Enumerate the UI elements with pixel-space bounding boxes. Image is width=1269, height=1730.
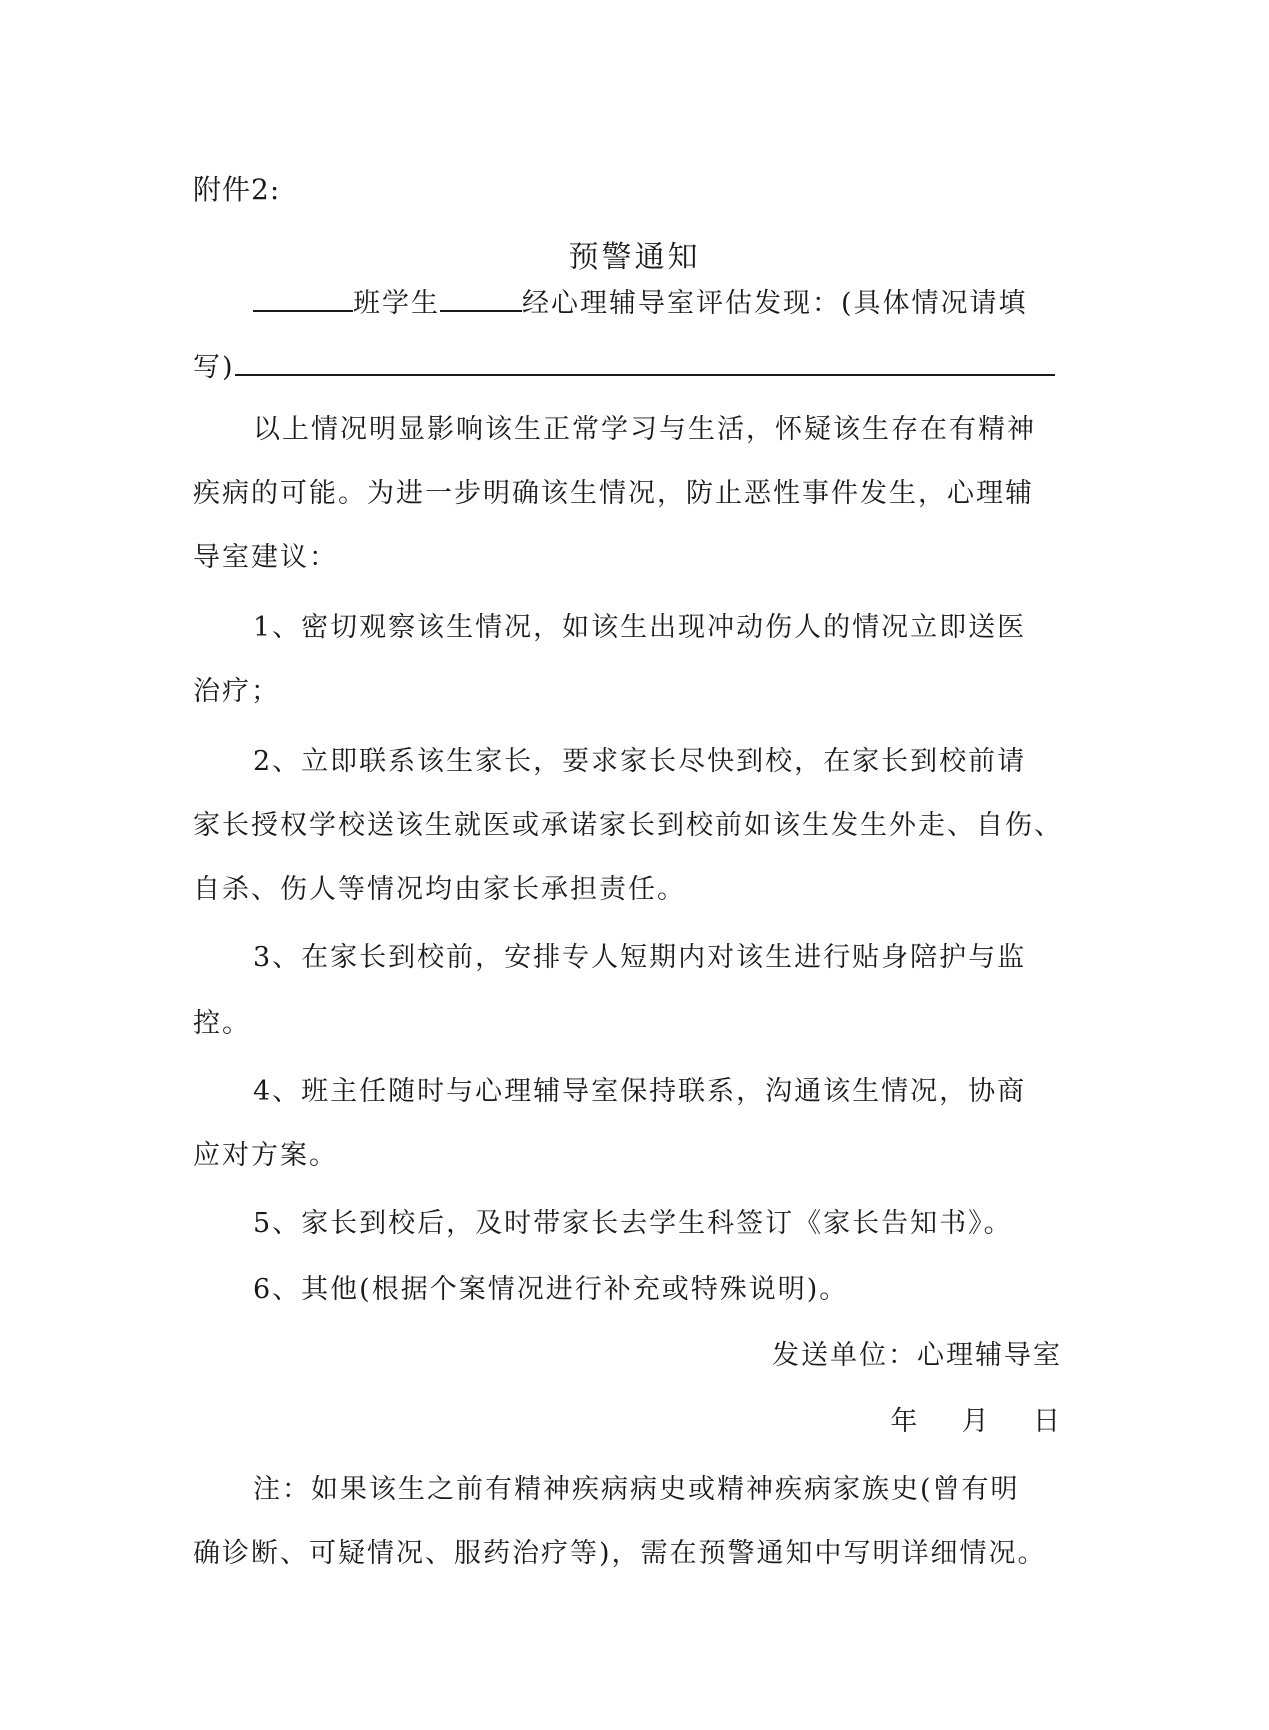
- class-blank[interactable]: [253, 280, 353, 312]
- list-item-1: 1、密切观察该生情况，如该生出现冲动伤人的情况立即送医: [253, 612, 1027, 643]
- list-item-2: 2、立即联系该生家长，要求家长尽快到校，在家长到校前请: [253, 746, 1027, 777]
- list-item-4: 4、班主任随时与心理辅导室保持联系，沟通该生情况，协商: [253, 1076, 1027, 1107]
- list-item-3: 3、在家长到校前，安排专人短期内对该生进行贴身陪护与监: [253, 942, 1027, 973]
- class-suffix: 班学生: [353, 288, 440, 319]
- list-item-2-cont: 家长授权学校送该生就医或承诺家长到校前如该生发生外走、自伤、: [193, 810, 1063, 841]
- document-title: 预警通知: [568, 240, 701, 275]
- paragraph-line: 疾病的可能。为进一步明确该生情况，防止恶性事件发生，心理辅: [193, 478, 1034, 509]
- note-line: 注：如果该生之前有精神疾病病史或精神疾病家族史(曾有明: [253, 1474, 1020, 1505]
- situation-blank[interactable]: [235, 344, 1055, 376]
- list-item-5: 5、家长到校后，及时带家长去学生科签订《家长告知书》。: [253, 1208, 1013, 1239]
- list-item-3-cont: 控。: [193, 1008, 251, 1039]
- attachment-label: 附件2:: [193, 173, 281, 206]
- write-label: 写): [193, 352, 235, 383]
- list-item-1-cont: 治疗；: [193, 676, 280, 707]
- note-line: 确诊断、可疑情况、服药治疗等)，需在预警通知中写明详细情况。: [193, 1538, 1047, 1569]
- student-name-blank[interactable]: [440, 280, 522, 312]
- form-line-1: [253, 280, 1028, 324]
- list-item-6: 6、其他(根据个案情况进行补充或特殊说明)。: [253, 1274, 849, 1305]
- list-item-2-cont: 自杀、伤人等情况均由家长承担责任。: [193, 874, 686, 905]
- sender-unit: 发送单位：心理辅导室: [772, 1340, 1062, 1371]
- list-item-4-cont: 应对方案。: [193, 1140, 338, 1171]
- date-line: 年 月 日: [890, 1406, 1062, 1437]
- paragraph-line: 导室建议：: [193, 542, 338, 573]
- form-line-2: [193, 344, 1055, 388]
- assessment-text: 经心理辅导室评估发现：(具体情况请填: [522, 288, 1028, 319]
- paragraph-line: 以上情况明显影响该生正常学习与生活，怀疑该生存在有精神: [253, 414, 1036, 445]
